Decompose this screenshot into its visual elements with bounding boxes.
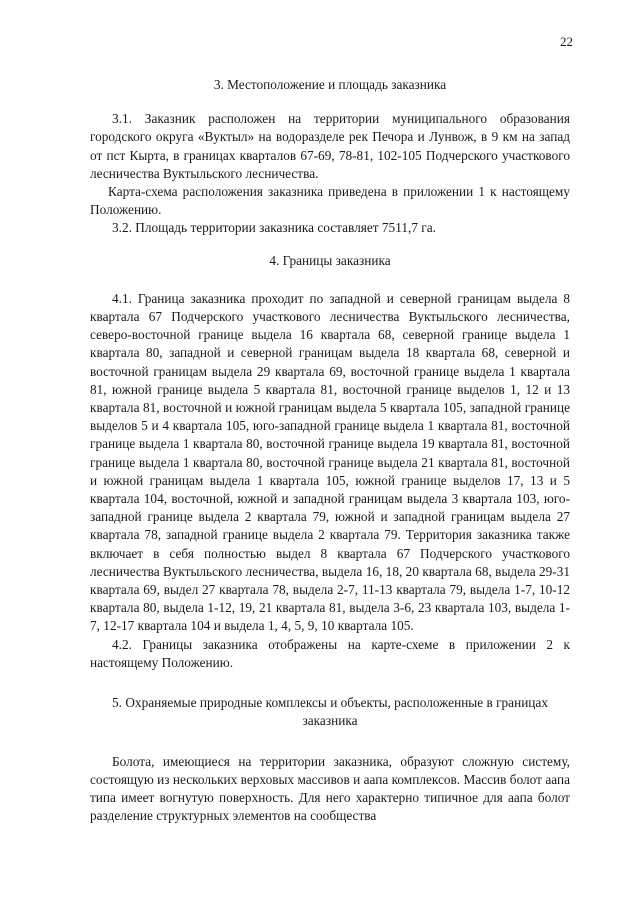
page-number: 22	[560, 34, 573, 49]
section-4-1-paragraph: 4.1. Граница заказника проходит по западной и северной границам выдела 8 квартала 67 Подчерского участкового лесничества Вуктыльского лесничества, северо-восточной границе выдела 16 квартала 68, северной границе выдела 1 квартала 80, западной и северной границам выдела 18 квартала 68, северной и восточной границам выдела 29 квартала 69, восточной границе выдела 1 квартала 81, южной границе выдела 5 квартала 81, восточной границе выделов 1, 12 и 13 квартала 81, восточной и южной границам выдела 5 квартала 105, западной границе выделов 5 и 4 квартала 105, юго-западной границе выдела 1 квартала 81, восточной границе выдела 1 квартала 80, восточной границе выдела 19 квартала 81, восточной границе выдела 1 квартала 80, восточной границе выдела 21 квартала 81, восточной и южной границам выдела 1 квартала 105, южной границе выделов 17, 13 и 5 квартала 104, восточной, южной и западной границам выдела 3 квартала 103, юго-западной границе выдела 2 квартала 79, южной и западной границам выдела 27 квартала 78, западной границе выдела 2 квартала 79. Территория заказника также включает в себя полностью выдел 8 квартала 67 Подчерского участкового лесничества Вуктыльского лесничества, выдела 16, 18, 20 квартала 68, выдела 29-31 квартала 69, выдел 27 квартала 78, выдела 2-7, 11-13 квартала 79, выдела 1-7, 10-12 квартала 80, выдела 1-12, 19, 21 квартала 81, выдела 3-6, 23 квартала 103, выдела 1-7, 12-17 квартала 104 и выдела 1, 4, 5, 9, 10 квартала 105.	[90, 290, 570, 634]
section-3-2-paragraph: 3.2. Площадь территории заказника составляет 7511,7 га.	[112, 220, 436, 236]
section-4-2-paragraph: 4.2. Границы заказника отображены на карте-схеме в приложении 2 к настоящему Положению.	[90, 636, 570, 670]
section-3-map-paragraph: Карта-схема расположения заказника приведена в приложении 1 к настоящему Положению.	[90, 184, 570, 218]
document-body	[90, 76, 570, 825]
section-3-heading: 3. Местоположение и площадь заказника	[213, 77, 447, 92]
section-5-paragraph: Болота, имеющиеся на территории заказника, образуют сложную систему, состоящую из нескольких верховых массивов и аапа комплексов. Массив болот аапа типа имеет вогнутую поверхность. Для него характерно типичное для аапа болот разделение структурных элементов на сообщества	[90, 753, 570, 824]
section-4-heading: 4. Границы заказника	[269, 252, 391, 268]
section-5-heading: 5. Охраняемые природные комплексы и объекты, расположенные в границах заказника	[112, 695, 548, 729]
section-3-1-paragraph: 3.1. Заказник расположен на территории муниципального образования городского округа «Вуктыл» на водоразделе рек Печора и Лунвож, в 9 км на запад от пст Кырта, в границах кварталов 67-69, 78-81, 102-105 Подчерского участкового лесничества Вуктыльского лесничества.	[90, 111, 570, 181]
